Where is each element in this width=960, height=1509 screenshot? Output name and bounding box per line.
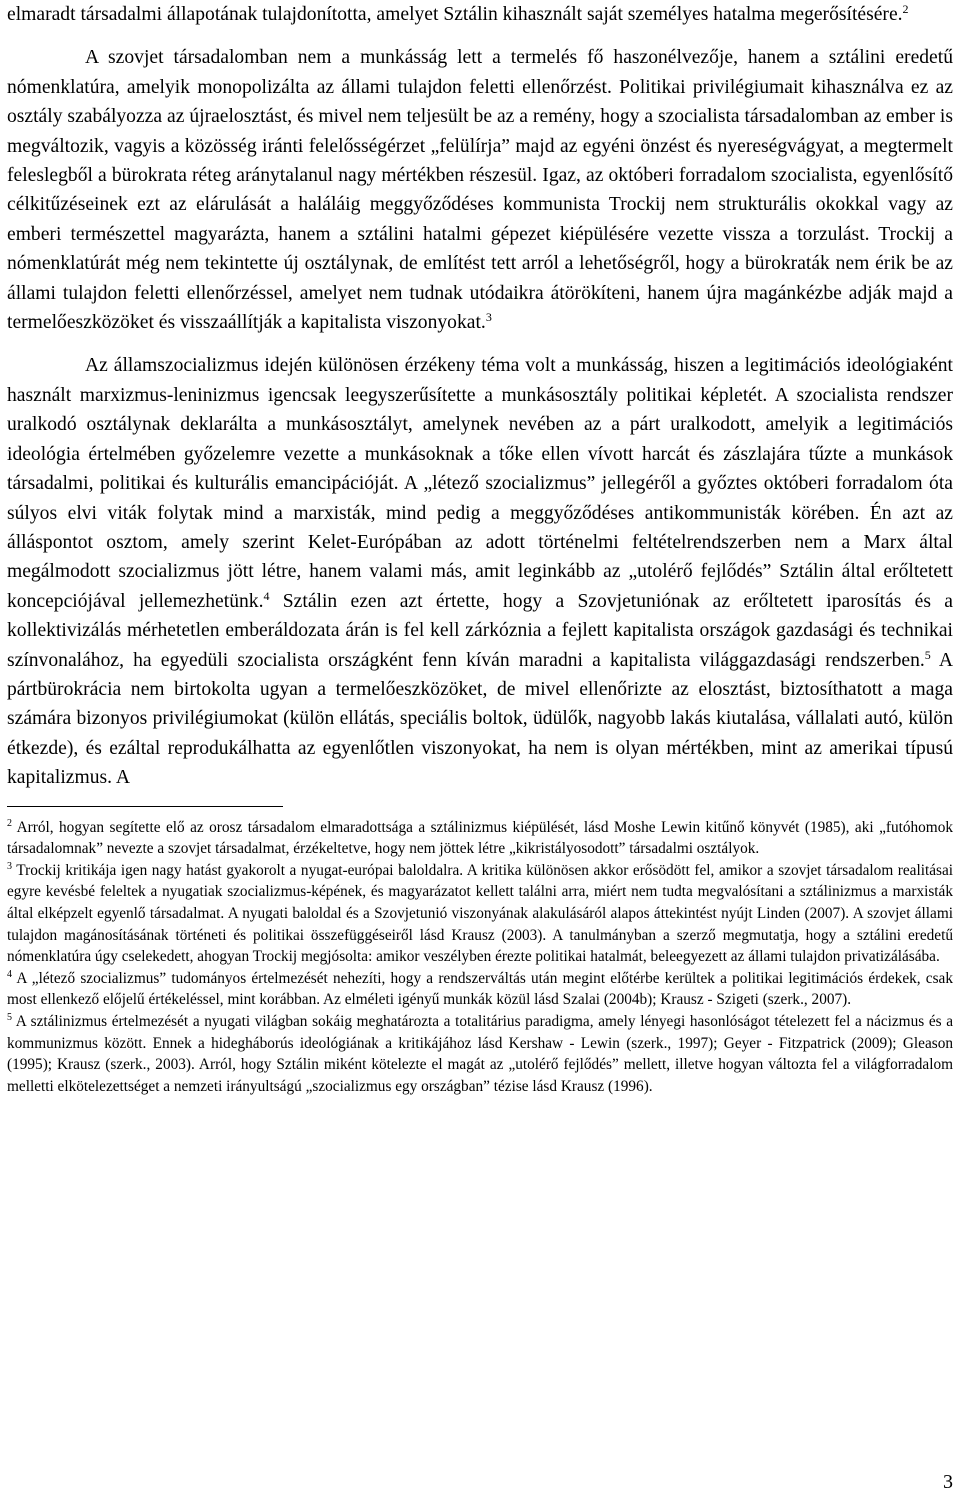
footnote-ref-3[interactable]: 3: [485, 310, 492, 325]
footnote-separator: [7, 806, 283, 807]
paragraph-text: Az államszocializmus idején különösen érzékeny téma volt a munkásság, hiszen a legitimációs ideológiaként használt marxizmus-leninizmus igencsak leegyszerűsítette a munkásosztály politikai képletét. A szocialista rendszer uralkodó osztálynak deklarálta a munkásosztályt, amelynek nevében az a párt uralkodott, amelyik a legitimációs ideológia értelmében győzelemre vezette a munkásoknak a tőke ellen vívott harcát és zászlajára tűzte a munkások társadalmi, politikai és kulturális emancipációját. A „létező szocializmus” jellegéről a győztes októberi forradalom óta súlyos elvi viták folytak mind a marxisták, mind pedig a meggyőződéses antikommunisták körében. Én azt az álláspontot osztom, amely szerint Kelet-Európában az adott történelmi feltételrendszerben nem a Marx által megálmodott szocializmus jött létre, hanem valami más, amit leginkább az „utolérő fejlődés” Sztálin által erőltetett koncepciójával jellemezhetünk.: [7, 355, 953, 612]
footnote-ref-5[interactable]: 5: [924, 647, 931, 662]
footnote-number: 5: [7, 1011, 12, 1023]
paragraph-continuation: [7, 0, 953, 29]
footnote-number: 2: [7, 817, 12, 829]
footnote-4: [7, 968, 953, 1011]
footnote-5: [7, 1011, 953, 1097]
paragraph-nomenklatura: [7, 43, 953, 337]
paragraph-text: A pártbürokrácia nem birtokolta ugyan a termelőeszközöket, de mivel ellenőrizte az elosztást, biztosíthatott a maga számára bizonyos privilégiumokat (külön ellátás, speciális boltok, üdülők, nagyobb lakás kiutalása, vállalati autó, külön étkezde), és ezáltal reprodukálhatta az egyenlőtlen viszonyokat, ha nem is olyan mértékben, mint az amerikai típusú kapitalizmus. A: [7, 649, 953, 789]
footnote-text: Arról, hogyan segítette elő az orosz társadalom elmaradottsága a sztálinizmus kiépülését, lásd Moshe Lewin kitűnő könyvét (1985), aki „futóhomok társadalomnak” nevezte a szovjet társadalmat, érzékeltetve, hogy nem jöttek létre „kikristályosodott” társadalmi osztályok.: [7, 818, 953, 858]
footnote-number: 4: [7, 968, 12, 980]
footnote-2: [7, 817, 953, 860]
document-page: [7, 0, 953, 1097]
footnote-number: 3: [7, 860, 12, 872]
footnote-text: Trockij kritikája igen nagy hatást gyakorolt a nyugat-európai baloldalra. A kritika különösen akkor erősödött fel, amikor a szovjet társadalom realitásai egyre kevésbé feleltek a nyugatiak szocializmus-képének, és magyarázatot kellett találni arra, miért nem tudta megvalósítani a sztálinizmus a marxisták által elképzelt egyenlő társadalmat. A nyugati baloldal és a Szovjetunió viszonyának alakulásáról alapos áttekintést nyújt Linden (2007). A szovjet állami tulajdon magánosításának történeti és politikai összefüggéseiről lásd Krausz (2003). A tanulmányban a szerző megmutatja, hogy a sztálini eredetű nómenklatúra úgy cselekedett, ahogyan Trockij megjósolta: amikor veszélyben érezte politikai hatalmát, beleegyezett az állami tulajdon privatizálásába.: [7, 861, 953, 966]
footnote-text: A sztálinizmus értelmezését a nyugati világban sokáig meghatározta a totalitárius paradigma, amely lényegi hasonlóságot tételezett fel a nácizmus és a kommunizmus között. Ennek a hidegháborús ideológiának a kritikájához lásd Kershaw - Lewin (szerk., 1997); Geyer - Fitzpatrick (2009); Gleason (1995); Krausz (szerk., 2003). Arról, hogy Sztálin miként kötelezte el magát az „utolérő fejlődés” mellett, illetve hogyan változta fel a világforradalom melletti elkötelezettséget a nemzeti irányultságú „szocializmus egy országban” tézise lásd Krausz (1996).: [7, 1012, 953, 1095]
page-number: 3: [943, 1471, 953, 1493]
footnote-ref-2[interactable]: 2: [902, 2, 909, 16]
footnote-text: A „létező szocializmus” tudományos értelmezését nehezíti, hogy a rendszerváltás után megint előtérbe kerültek a politikai legitimációs érdekek, csak most ellenkező előjelű értékeléssel, mint korábban. Az elméleti igényű munkák közül lásd Szalai (2004b); Krausz - Szigeti (szerk., 2007).: [7, 969, 953, 1009]
paragraph-state-socialism: [7, 351, 953, 792]
footnote-ref-4[interactable]: 4: [263, 588, 270, 603]
footnote-3: [7, 860, 953, 968]
paragraph-text: Sztálin ezen azt értette, hogy a Szovjetuniónak az erőltetett iparosítás és a kollektivizálás mérhetetlen emberáldozata árán is fel kell zárkóznia a fejlett kapitalista országok gazdasági és technikai színvonalához, ha egyedüli szocialista országként fenn kíván maradni a kapitalista világgazdasági rendszerben.: [7, 590, 953, 671]
paragraph-text: A szovjet társadalomban nem a munkásság lett a termelés fő haszonélvezője, hanem a sztálini eredetű nómenklatúra, amelyik monopolizálta az állami tulajdon feletti ellenőrzést. Politikai privilégiumait kihasználva ez az osztály szabályozza az újraelosztást, és mivel nem teljesült be az a remény, hogy a szocialista társadalomban az ember is megváltozik, vagyis a közösség iránti felelősségérzet „felülírja” majd az egyéni önzést és nyereségvágyat, a megtermelt feleslegből a bürokrata réteg aránytalanul nagy mértékben részesül. Igaz, az októberi forradalom szocialista, egyenlősítő célkitűzéseinek ezt az elárulását a haláláig meggyőződéses kommunista Trockij nem strukturális okokkal vagy az emberi természettel magyarázta, hanem a sztálini hatalmi gépezet kiépülésére vezette vissza a torzulást. Trockij a nómenklatúrát még nem tekintette új osztálynak, de említést tett arról a lehetőségről, hogy a bürokraták nem érik be az állami tulajdon feletti ellenőrzéssel, amelyet nem tudnak utódaikra átörökíteni, hanem újra magánkézbe adják majd a termelőeszközöket és visszaállítják a kapitalista viszonyokat.: [7, 47, 953, 334]
paragraph-text: elmaradt társadalmi állapotának tulajdonította, amelyet Sztálin kihasznált saját személyes hatalma megerősítésére.: [7, 4, 903, 25]
